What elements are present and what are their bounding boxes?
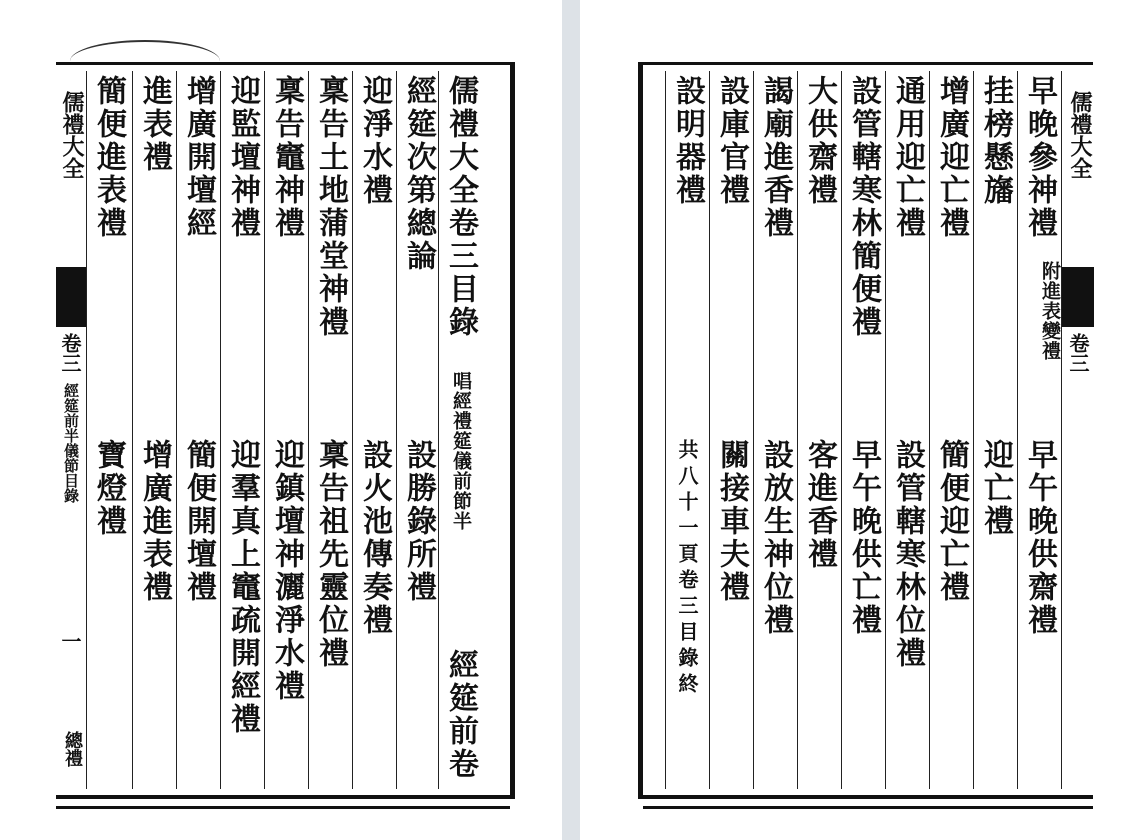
left-page-frame	[56, 62, 515, 799]
toc-column	[841, 71, 884, 789]
toc-column	[929, 71, 972, 789]
toc-subentry: 附進表變禮	[1039, 261, 1061, 361]
toc-column	[709, 71, 752, 789]
toc-column	[797, 71, 840, 789]
toc-column	[308, 71, 351, 789]
toc-column	[1017, 71, 1060, 789]
toc-entry: 簡便開壇禮	[181, 439, 216, 604]
toc-entry: 設管轄寒林位禮	[890, 439, 925, 670]
margin-volume: 卷三	[1066, 333, 1090, 373]
toc-entry: 設庫官禮	[714, 75, 749, 207]
toc-entry: 增廣開壇經	[181, 75, 216, 240]
toc-column	[264, 71, 307, 789]
toc-entry: 通用迎亡禮	[890, 75, 925, 240]
toc-entry: 早午晚供亡禮	[846, 439, 881, 637]
margin-volume: 卷三	[58, 333, 82, 373]
toc-entry: 簡便進表禮	[91, 75, 126, 240]
toc-column	[973, 71, 1016, 789]
right-page	[580, 0, 1143, 840]
toc-column	[86, 71, 129, 789]
toc-entry: 進表禮	[137, 75, 172, 174]
toc-entry: 稟告祖先靈位禮	[313, 439, 348, 670]
toc-end-note: 共八十一頁卷三目錄終	[675, 439, 699, 699]
margin-title: 儒禮大全	[59, 91, 85, 179]
toc-entry: 稟告土地蒲堂神禮	[313, 75, 348, 339]
volume-subtitle: 唱經禮筵儀前節半	[450, 371, 472, 531]
toc-entry: 迎監壇神禮	[225, 75, 260, 240]
toc-column	[396, 71, 439, 789]
toc-entry: 挂榜懸旛	[978, 75, 1013, 207]
toc-entry: 設管轄寒林簡便禮	[846, 75, 881, 339]
book-margin	[1061, 71, 1094, 789]
toc-entry: 稟告竈神禮	[269, 75, 304, 240]
toc-column	[885, 71, 928, 789]
margin-fishtail	[1062, 267, 1094, 327]
toc-column	[220, 71, 263, 789]
margin-title: 儒禮大全	[1067, 91, 1093, 179]
toc-column	[753, 71, 796, 789]
volume-title: 儒禮大全卷三目錄	[443, 75, 478, 339]
toc-entry: 客進香禮	[802, 439, 837, 571]
toc-entry: 設勝錄所禮	[401, 439, 436, 604]
book-margin	[56, 71, 86, 789]
toc-entry: 關接車夫禮	[714, 439, 749, 604]
toc-column-title	[438, 71, 481, 789]
toc-entry: 迎鎮壇神灑淨水禮	[269, 439, 304, 703]
toc-entry: 早午晚供齋禮	[1022, 439, 1057, 637]
toc-entry: 寶燈禮	[91, 439, 126, 538]
toc-entry: 增廣迎亡禮	[934, 75, 969, 240]
toc-column	[132, 71, 175, 789]
toc-column	[665, 71, 708, 789]
frame-bottom-rule	[643, 806, 1093, 809]
toc-column	[352, 71, 395, 789]
toc-entry: 早晚參神禮	[1022, 75, 1057, 240]
toc-column	[176, 71, 219, 789]
toc-entry: 迎淨水禮	[357, 75, 392, 207]
toc-entry: 經筵次第總論	[401, 75, 436, 273]
toc-entry: 設明器禮	[670, 75, 705, 207]
right-page-frame	[638, 62, 1093, 799]
margin-footer: 總禮	[62, 731, 83, 767]
margin-fishtail	[56, 267, 86, 327]
toc-entry: 設火池傳奏禮	[357, 439, 392, 637]
left-page	[0, 0, 562, 840]
toc-entry: 簡便迎亡禮	[934, 439, 969, 604]
margin-page-number: 一	[58, 631, 82, 651]
toc-entry: 增廣進表禮	[137, 439, 172, 604]
page-gutter	[562, 0, 580, 840]
toc-entry: 迎亡禮	[978, 439, 1013, 538]
toc-entry: 迎羣真上竈疏開經禮	[225, 439, 260, 736]
margin-section: 經筵前半儀節目錄	[62, 383, 80, 503]
toc-entry: 謁廟進香禮	[758, 75, 793, 240]
frame-bottom-rule	[56, 806, 510, 809]
toc-entry: 設放生神位禮	[758, 439, 793, 637]
volume-note: 經筵前卷	[443, 649, 478, 781]
toc-entry: 大供齋禮	[802, 75, 837, 207]
